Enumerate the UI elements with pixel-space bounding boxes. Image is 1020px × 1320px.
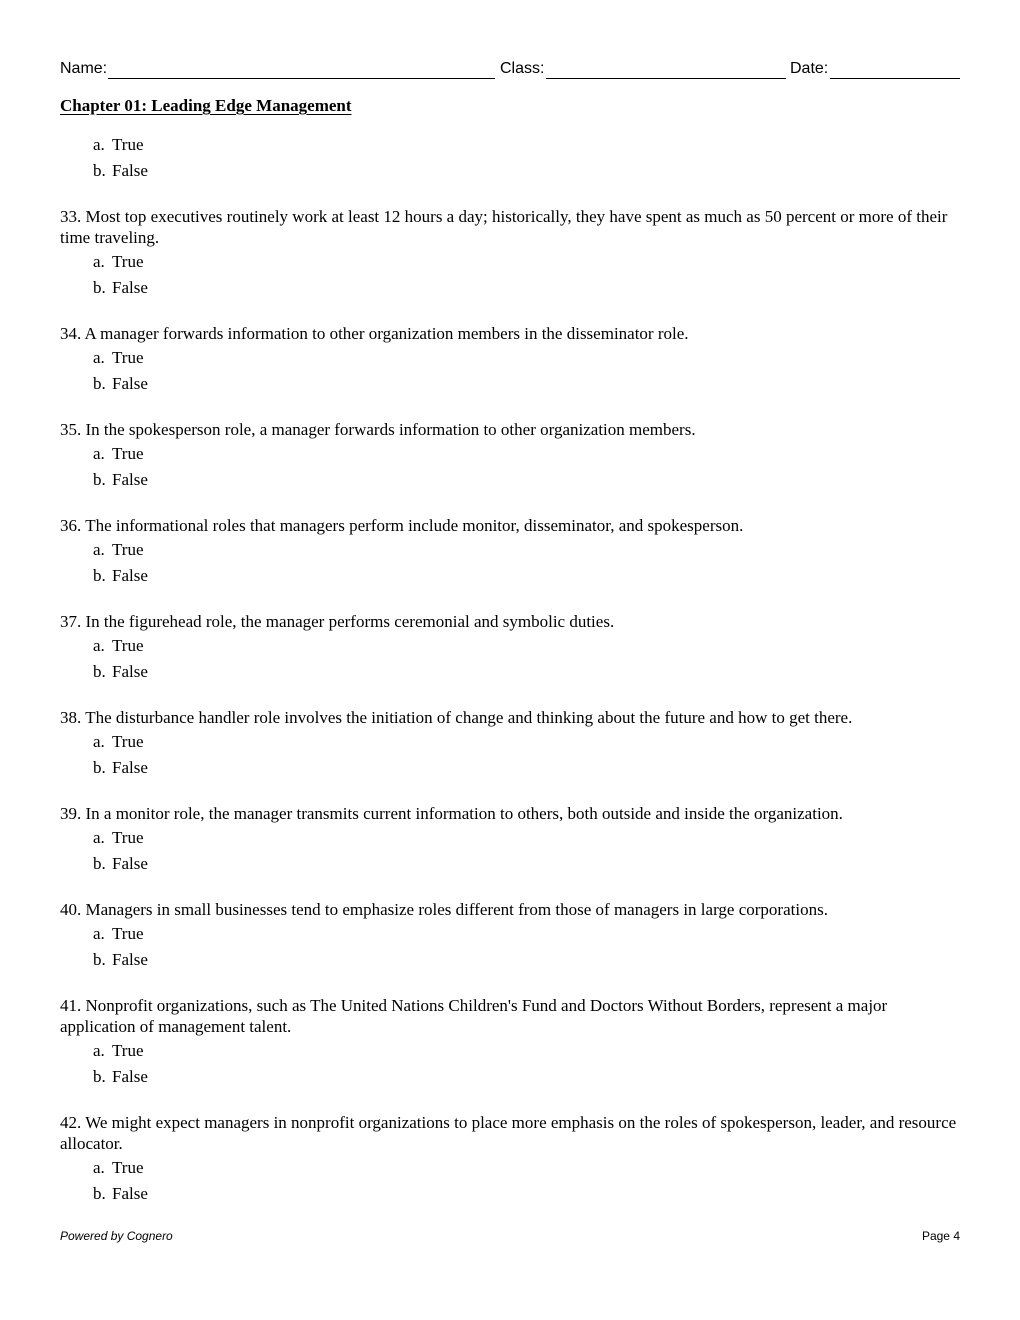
option-false: b. False xyxy=(93,662,148,681)
option-true: a. True xyxy=(93,135,144,154)
question-text: 39. In a monitor role, the manager transmits current information to others, both outside and inside the organization. xyxy=(60,804,843,823)
question-39 xyxy=(60,803,960,879)
question-text: 35. In the spokesperson role, a manager forwards information to other organization members. xyxy=(60,420,696,439)
option-true: a. True xyxy=(93,252,144,271)
question-text: 36. The informational roles that managers perform include monitor, disseminator, and spokesperson. xyxy=(60,516,744,535)
question-36 xyxy=(60,515,960,591)
questions-list xyxy=(60,134,960,1209)
option-true: a. True xyxy=(93,732,144,751)
option-true: a. True xyxy=(93,1158,144,1177)
option-true: a. True xyxy=(93,1041,144,1060)
continued-question xyxy=(60,134,960,186)
question-text: 37. In the figurehead role, the manager performs ceremonial and symbolic duties. xyxy=(60,612,615,631)
option-false: b. False xyxy=(93,566,148,585)
class-line xyxy=(546,78,786,79)
question-38 xyxy=(60,707,960,783)
name-label: Name: xyxy=(60,60,108,77)
question-text: 38. The disturbance handler role involves the initiation of change and thinking about the future and how to get there. xyxy=(60,708,853,727)
question-33 xyxy=(60,206,960,303)
question-text: 41. Nonprofit organizations, such as The United Nations Children's Fund and Doctors Without Borders, represent a major application of management talent. xyxy=(60,996,888,1036)
question-34 xyxy=(60,323,960,399)
page-number: Page 4 xyxy=(921,1229,960,1243)
option-false: b. False xyxy=(93,950,148,969)
option-false: b. False xyxy=(93,758,148,777)
question-37 xyxy=(60,611,960,687)
class-label: Class: xyxy=(500,60,545,77)
question-41 xyxy=(60,995,960,1092)
name-line xyxy=(108,78,495,79)
option-true: a. True xyxy=(93,444,144,463)
date-line xyxy=(830,78,960,79)
option-false: b. False xyxy=(93,278,148,297)
worksheet-page xyxy=(60,0,960,1320)
powered-by-footer: Powered by Cognero xyxy=(60,1229,173,1243)
option-false: b. False xyxy=(93,470,148,489)
option-true: a. True xyxy=(93,828,144,847)
student-info-header xyxy=(60,58,960,82)
date-label: Date: xyxy=(790,60,829,77)
question-text: 33. Most top executives routinely work at least 12 hours a day; historically, they have spent as much as 50 percent or more of their time traveling. xyxy=(60,207,948,247)
question-35 xyxy=(60,419,960,495)
question-text: 40. Managers in small businesses tend to emphasize roles different from those of managers in large corporations. xyxy=(60,900,828,919)
option-false: b. False xyxy=(93,161,148,180)
question-text: 34. A manager forwards information to other organization members in the disseminator role. xyxy=(60,324,689,343)
chapter-title: Chapter 01: Leading Edge Management xyxy=(60,96,352,115)
question-42 xyxy=(60,1112,960,1209)
option-true: a. True xyxy=(93,924,144,943)
question-text: 42. We might expect managers in nonprofit organizations to place more emphasis on the roles of spokesperson, leader, and resource allocator. xyxy=(60,1113,957,1153)
option-false: b. False xyxy=(93,374,148,393)
question-40 xyxy=(60,899,960,975)
option-false: b. False xyxy=(93,1184,148,1203)
option-false: b. False xyxy=(93,854,148,873)
option-true: a. True xyxy=(93,636,144,655)
option-false: b. False xyxy=(93,1067,148,1086)
option-true: a. True xyxy=(93,348,144,367)
option-true: a. True xyxy=(93,540,144,559)
